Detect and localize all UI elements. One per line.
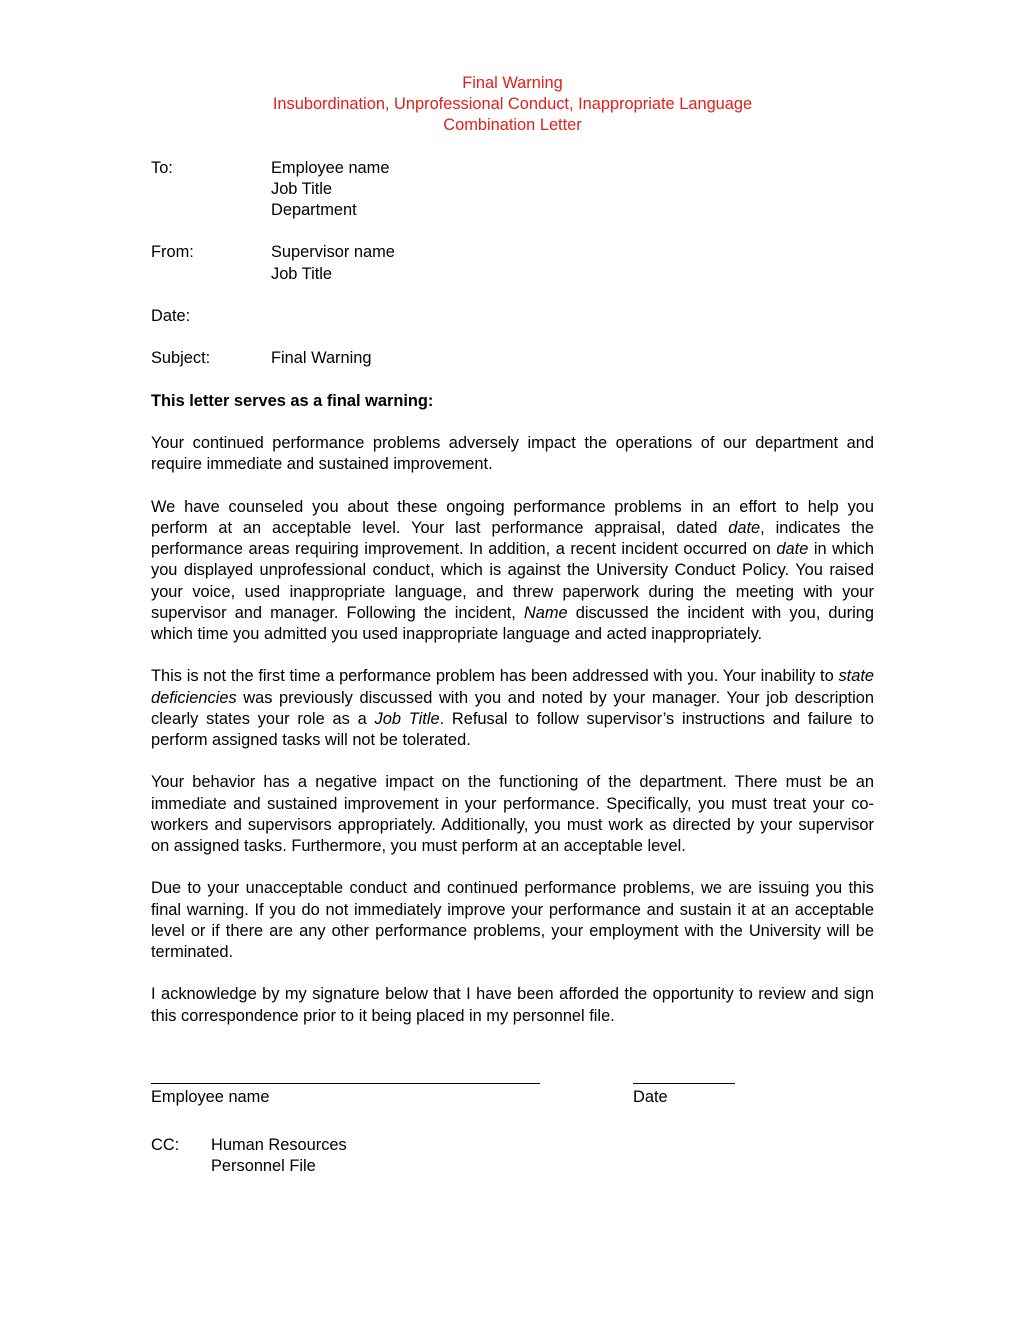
from-job-title: Job Title: [271, 264, 333, 283]
memo-from-values: [271, 242, 395, 284]
employee-signature-label: Employee name: [151, 1087, 270, 1106]
cc-recipients: [211, 1135, 347, 1177]
p3-placeholder-job-title: Job Title: [374, 709, 440, 728]
cc-block: [151, 1135, 874, 1177]
header-subtitle: Insubordination, Unprofessional Conduct, Inappropriate Language: [272, 95, 753, 114]
memo-date: [151, 306, 874, 327]
p3-placeholder-deficiencies: state deficiencies: [151, 667, 874, 707]
letter-page: [151, 73, 874, 1177]
p3-text-b: was previously discussed with you and noted by your manager. Your job description clearly states your role as a: [151, 688, 874, 728]
memo-from: [151, 242, 874, 284]
paragraph-4: Your behavior has a negative impact on the functioning of the department. There must be an immediate and sustained improvement in your performance. Specifically, you must treat your co-workers and supervisors appropriately. Additionally, you must work as directed by your supervisor on assigned tasks. Furthermore, you must perform at an acceptable level.: [151, 773, 874, 855]
p2-placeholder-incident-date: date: [776, 540, 809, 559]
signature-block: [151, 1069, 874, 1113]
p2-placeholder-name: Name: [523, 603, 568, 622]
memo-block: [151, 158, 874, 370]
paragraph-6: I acknowledge by my signature below that I have been afforded the opportunity to review and sign this correspondence prior to it being placed in my personnel file.: [151, 985, 874, 1025]
memo-subject-value: Final Warning: [271, 349, 372, 368]
intro-statement: This letter serves as a final warning:: [151, 391, 434, 410]
paragraph-1: Your continued performance problems adversely impact the operations of our department and require immediate and sustained improvement.: [151, 434, 874, 474]
memo-subject-label: Subject:: [151, 349, 211, 368]
to-department: Department: [271, 201, 357, 220]
letter-header: [151, 73, 874, 137]
memo-from-label: From:: [151, 243, 194, 262]
p3-text-c: . Refusal to follow supervisor’s instructions and failure to perform assigned tasks will not be tolerated.: [151, 709, 874, 749]
memo-to: [151, 158, 874, 222]
employee-signature-line: [151, 1083, 540, 1084]
paragraph-3: [151, 666, 874, 751]
p2-text-d: discussed the incident with you, during which time you admitted you used inappropriate language and acted inappropriately.: [151, 603, 874, 643]
cc-human-resources: Human Resources: [211, 1135, 347, 1154]
to-employee-name: Employee name: [271, 158, 390, 177]
cc-label: CC:: [151, 1135, 180, 1154]
date-signature-label: Date: [633, 1087, 668, 1106]
p2-placeholder-date: date: [728, 518, 761, 537]
paragraph-2: [151, 497, 874, 645]
p2-text-a: We have counseled you about these ongoing performance problems in an effort to help you perform at an acceptable level. Your last performance appraisal, dated: [151, 497, 874, 537]
p2-text-b: , indicates the performance areas requiring improvement. In addition, a recent incident occurred on: [151, 518, 874, 559]
p3-text-a: This is not the first time a performance problem has been addressed with you. Your inability to: [151, 667, 839, 686]
p2-text-c: in which you displayed unprofessional conduct, which is against the University Conduct Policy. You raised your voice, used inappropriate language, and threw paperwork during the meeting with your supervisor and manager. Following the incident,: [151, 540, 874, 622]
memo-to-label: To:: [151, 158, 173, 177]
from-supervisor-name: Supervisor name: [271, 243, 395, 262]
header-title: Final Warning: [462, 74, 563, 92]
memo-to-values: [271, 158, 389, 222]
memo-date-label: Date:: [151, 307, 191, 325]
header-letter-type: Combination Letter: [443, 116, 582, 135]
memo-subject: [151, 348, 874, 369]
cc-personnel-file: Personnel File: [211, 1156, 316, 1175]
to-job-title: Job Title: [271, 179, 333, 198]
paragraph-5: Due to your unacceptable conduct and continued performance problems, we are issuing you this final warning. If you do not immediately improve your performance and sustain it at an acceptable level or if there are any other performance problems, your employment with the University will be terminated.: [151, 879, 874, 961]
date-signature-line: [633, 1083, 735, 1084]
